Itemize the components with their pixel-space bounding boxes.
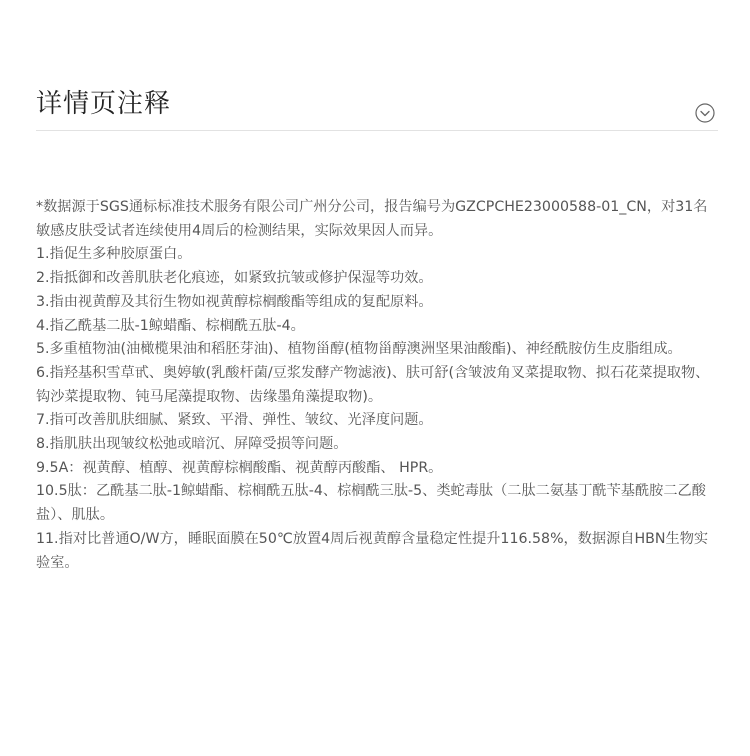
note-item: 9.5A：视黄醇、植醇、视黄醇棕榈酸酯、视黄醇丙酸酯、 HPR。 bbox=[36, 459, 443, 476]
notes-list bbox=[36, 196, 716, 575]
note-item: 4.指乙酰基二肽-1鲸蜡酯、棕榈酰五肽-4。 bbox=[36, 317, 305, 334]
header-divider bbox=[36, 130, 718, 131]
note-item: 3.指由视黄醇及其衍生物如视黄醇棕榈酸酯等组成的复配原料。 bbox=[36, 293, 433, 310]
note-disclaimer: *数据源于SGS通标标准技术服务有限公司广州分公司，报告编号为GZCPCHE23000588-01_CN，对31名敏感皮肤受试者连续使用4周后的检测结果，实际效果因人而异。 bbox=[36, 199, 708, 239]
note-item: 6.指羟基积雪草甙、奥婷敏(乳酸杆菌/豆浆发酵产物滤液)、肤可舒(含皱波角叉菜提取物、拟石花菜提取物、钩沙菜提取物、钝马尾藻提取物、齿缘墨角藻提取物)。 bbox=[36, 364, 710, 405]
expand-toggle-button[interactable] bbox=[695, 103, 715, 123]
note-item: 10.5肽：乙酰基二肽-1鲸蜡酯、棕榈酰五肽-4、棕榈酰三肽-5、类蛇毒肽（二肽二氨基丁酰苄基酰胺二乙酸盐）、肌肽。 bbox=[36, 483, 706, 524]
note-item: 2.指抵御和改善肌肤老化痕迹，如紧致抗皱或修护保湿等功效。 bbox=[36, 270, 433, 287]
note-item: 5.多重植物油(油橄榄果油和稻胚芽油)、植物甾醇(植物甾醇澳洲坚果油酸酯)、神经酰胺仿生皮脂组成。 bbox=[36, 341, 682, 358]
note-item: 1.指促生多种胶原蛋白。 bbox=[36, 246, 192, 263]
note-item: 11.指对比普通O/W方，睡眠面膜在50℃放置4周后视黄醇含量稳定性提升116.58%，数据源自HBN生物实验室。 bbox=[36, 530, 709, 571]
chevron-down-circle-icon bbox=[695, 103, 715, 123]
note-item: 8.指肌肤出现皱纹松弛或暗沉、屏障受损等问题。 bbox=[36, 436, 348, 453]
note-item: 7.指可改善肌肤细腻、紧致、平滑、弹性、皱纹、光泽度问题。 bbox=[36, 412, 433, 429]
section-title: 详情页注释 bbox=[36, 89, 172, 119]
section-header bbox=[0, 0, 750, 132]
